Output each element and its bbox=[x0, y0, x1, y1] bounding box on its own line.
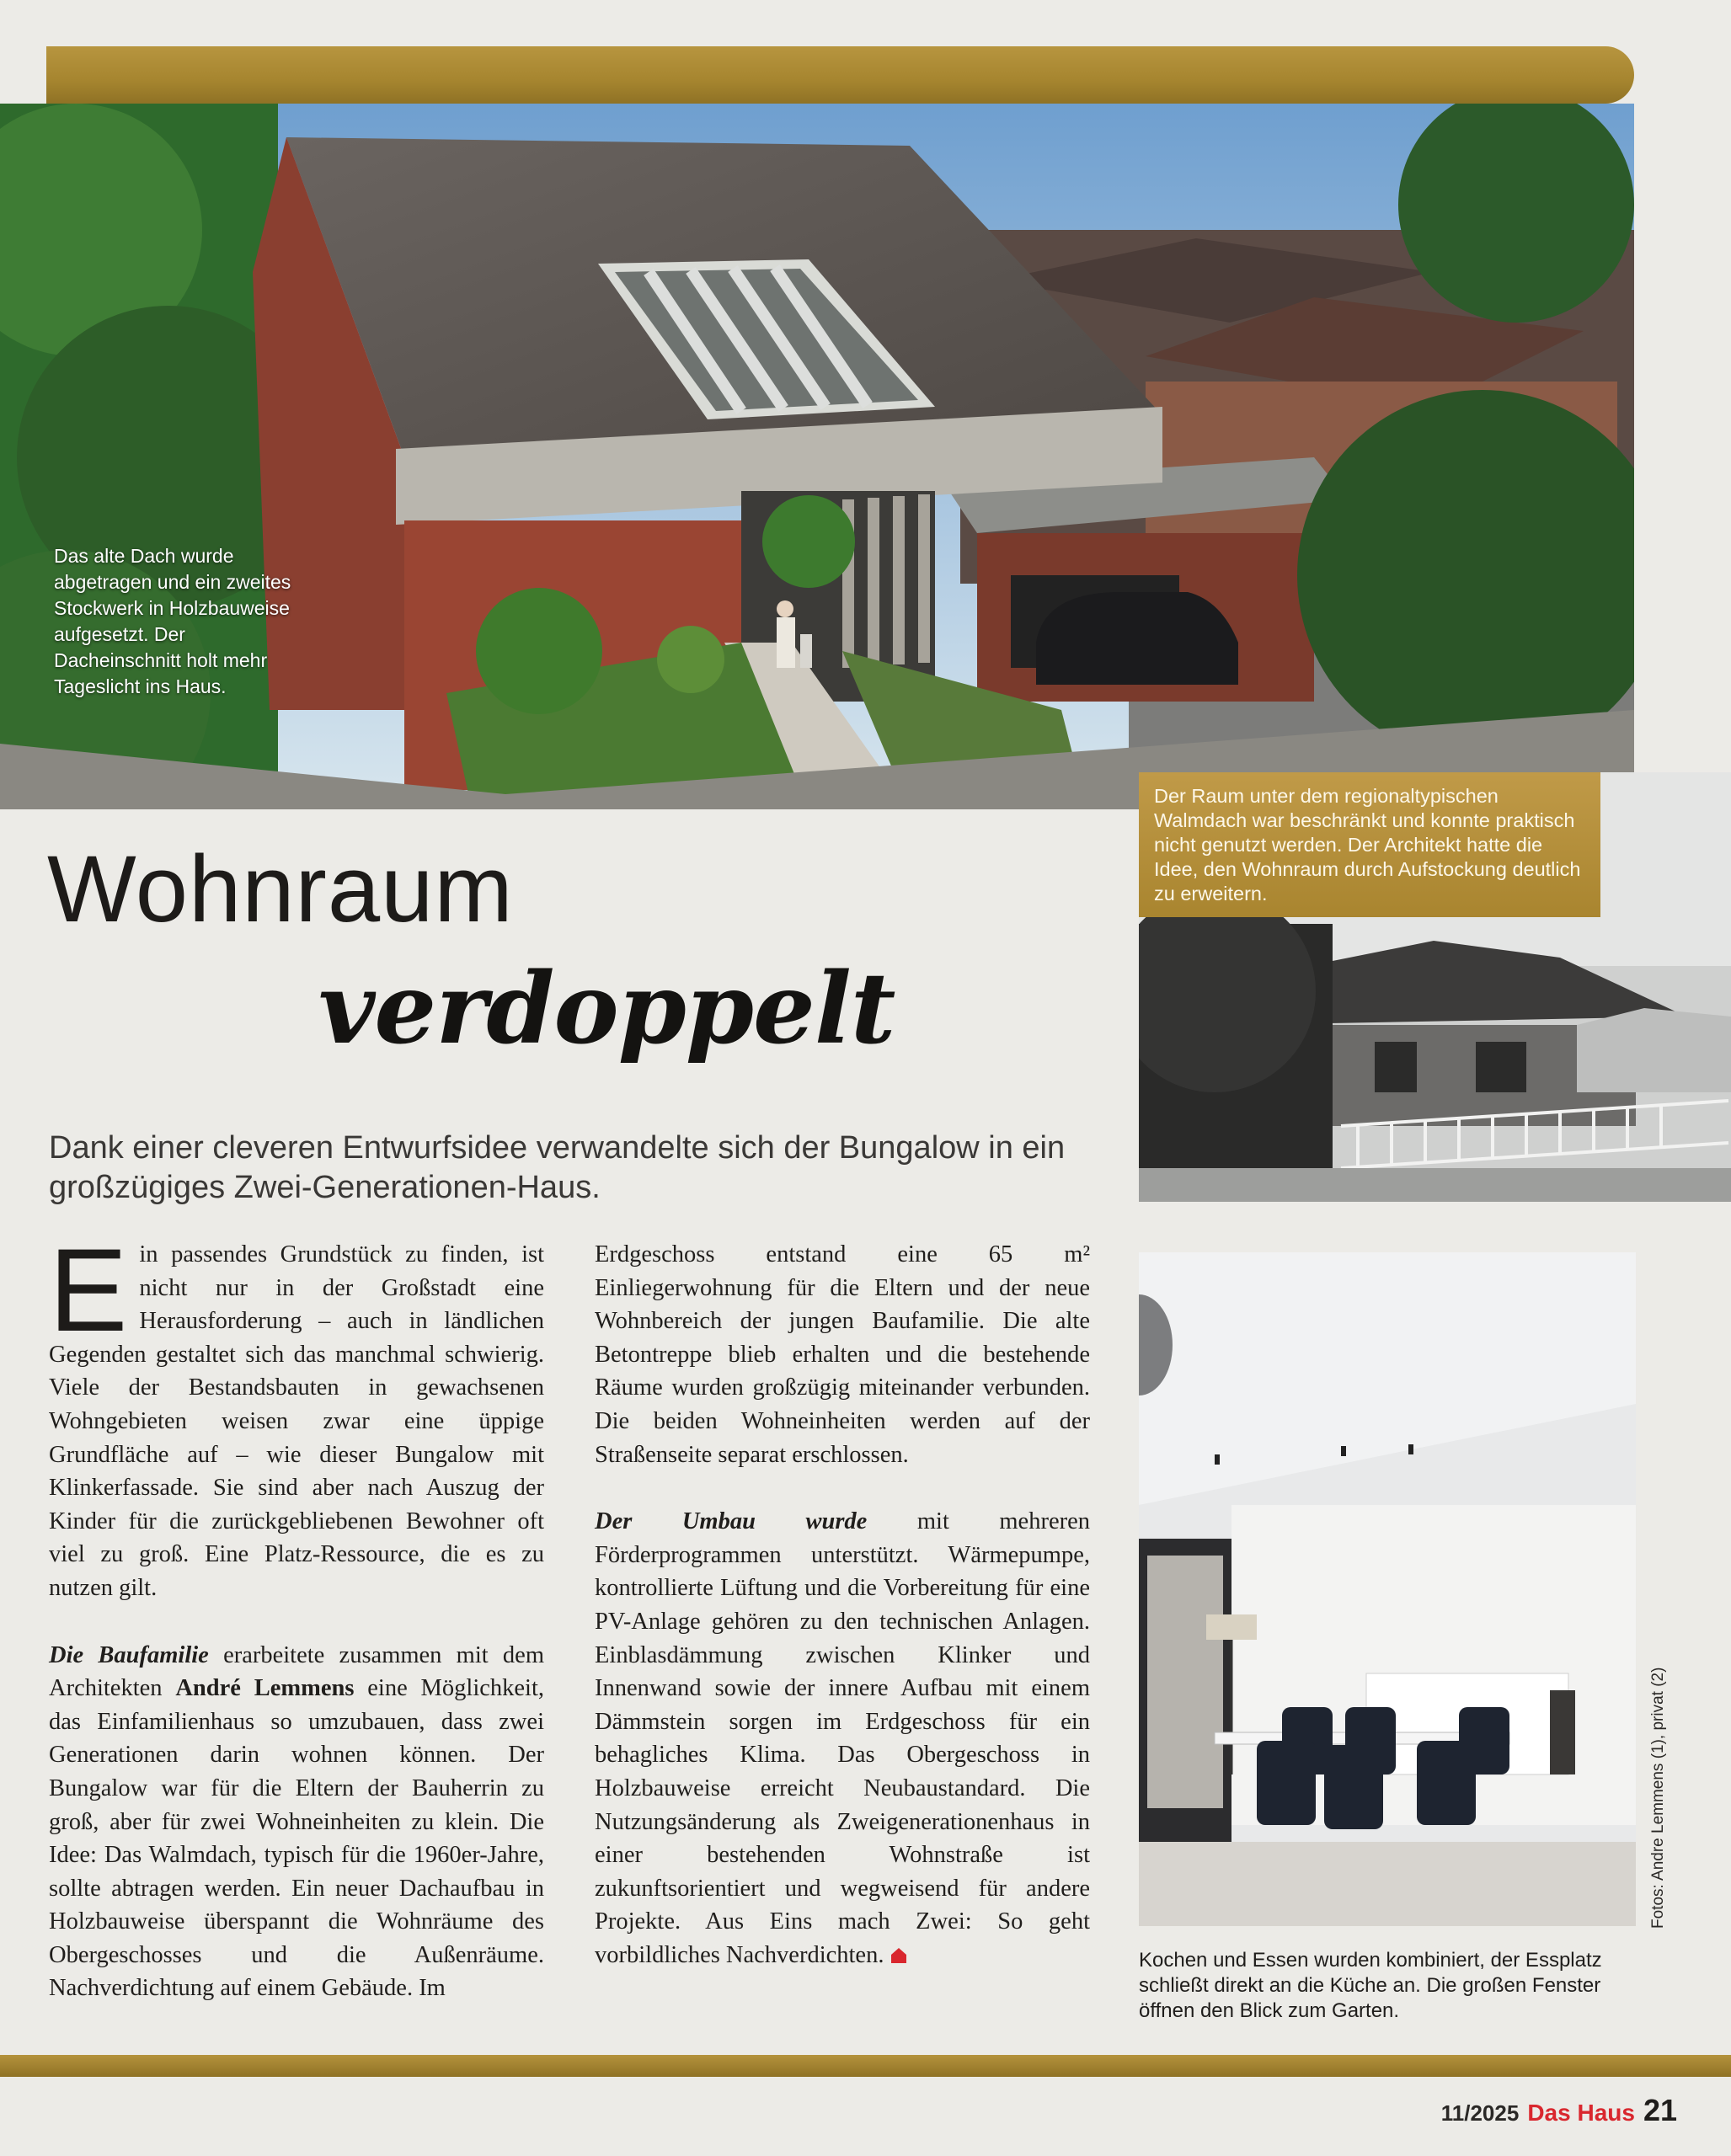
photo-credit: Fotos: Andre Lemmens (1), privat (2) bbox=[1649, 1667, 1667, 1929]
issue-number: 11/2025 bbox=[1440, 2100, 1520, 2126]
article-column-1 bbox=[49, 1224, 544, 2005]
hero-photo bbox=[0, 104, 1634, 809]
headline-line-1: Wohnraum bbox=[47, 836, 514, 942]
paragraph-3-text: mit mehreren Förderprogrammen unterstützt. Wärmepumpe, kontrollierte Lüftung und die Vorbereitung für eine PV-Anlage gehören zu den technischen Anlagen. Einblasdämmung zwischen Klinker und Innenwand sowie der innere Aufbau mit einem Dämmstein sorgen im Erdgeschoss für ein behagliches Klima. Das Obergeschoss in Holzbauweise erreicht Neubaustandard. Die Nutzungsänderung als Zweigenerationenhaus in einer bestehenden Wohnstraße ist zukunftsorientiert und wegweisend für andere Projekte. Aus Eins mach Zwei: So geht vorbildliches Nachverdichten. bbox=[595, 1508, 1090, 1968]
house-end-mark-icon bbox=[890, 1947, 907, 1964]
paragraph-2-lead-in: Die Baufamilie bbox=[49, 1641, 209, 1668]
paragraph-2-text-a: erarbeitete zusammen mit dem Architekten bbox=[49, 1641, 544, 1702]
paragraph-1-text: in passendes Grundstück zu finden, ist nicht nur in der Großstadt eine Herausforderung – auch in ländlichen Gegenden gestaltet sich das manchmal schwierig. Viele der Bestandsbauten in gewachsenen Wohngebieten weisen zwar eine üppige Grundfläche auf – wie dieser Bungalow mit Klinkerfassade. Sie sind aber nach Auszug der Kinder für die zurückgebliebenen Bewohner oft viel zu groß. Eine Platz-Ressource, die es zu nutzen gilt. bbox=[49, 1241, 544, 1601]
page-number: 21 bbox=[1643, 2093, 1677, 2127]
article-paragraph-2 bbox=[49, 1639, 544, 2006]
page-footer bbox=[1441, 2093, 1677, 2128]
interior-photo bbox=[1139, 1252, 1636, 1926]
magazine-name: Das Haus bbox=[1527, 2100, 1635, 2126]
article-paragraph-2-continued: Erdgeschoss entstand eine 65 m² Einliegerwohnung für die Eltern und der neue Wohnbereich der jungen Baufamilie. Die alte Betontreppe blieb erhalten und die bestehende Räume wurden großzügig miteinander verbunden. Die beiden Wohneinheiten werden auf der Straßenseite separat erschlossen. bbox=[595, 1241, 1090, 1468]
hero-caption: Das alte Dach wurde abgetragen und ein zweites Stockwerk in Holzbauweise aufgesetzt. Der Dacheinschnitt holt mehr Tageslicht ins Haus. bbox=[54, 545, 291, 697]
bottom-gold-bar bbox=[0, 2055, 1731, 2077]
before-photo-caption: Der Raum unter dem regionaltypischen Walmdach war beschränkt und konnte praktisch nicht genutzt werden. Der Architekt hatte die Idee, den Wohnraum durch Aufstockung deutlich zu erweitern. bbox=[1139, 772, 1600, 917]
headline-line-2: verdoppelt bbox=[318, 952, 895, 1066]
drop-cap: E bbox=[49, 1224, 128, 1356]
article-column-2 bbox=[595, 1238, 1090, 1972]
architect-name: André Lemmens bbox=[175, 1675, 355, 1702]
article-paragraph-3 bbox=[595, 1505, 1090, 1972]
interior-photo-caption: Kochen und Essen wurden kombiniert, der Essplatz schließt direkt an die Küche an. Die großen Fenster öffnen den Blick zum Garten. bbox=[1139, 1949, 1602, 2022]
article-paragraph-1 bbox=[49, 1224, 544, 1605]
paragraph-3-lead-in: Der Umbau wurde bbox=[595, 1508, 868, 1535]
paragraph-2-text-b: eine Möglichkeit, das Einfamilienhaus so umzubauen, dass zwei Generationen darin wohnen können. Der Bungalow war für die Eltern der Bauherrin zu groß, aber für zwei Wohneinheiten zu klein. Die Idee: Das Walmdach, typisch für die 1960er-Jahre, sollte abtragen werden. Ein neuer Dachaufbau in Holzbauweise überspannt die Wohnräume des Obergeschosses und die Außenräume. Nachverdichtung auf einem Gebäude. Im bbox=[49, 1675, 544, 2002]
top-gold-bar bbox=[46, 46, 1634, 104]
subtitle: Dank einer cleveren Entwurfsidee verwandelte sich der Bungalow in ein großzügiges Zwei-Generationen-Haus. bbox=[49, 1130, 1066, 1205]
